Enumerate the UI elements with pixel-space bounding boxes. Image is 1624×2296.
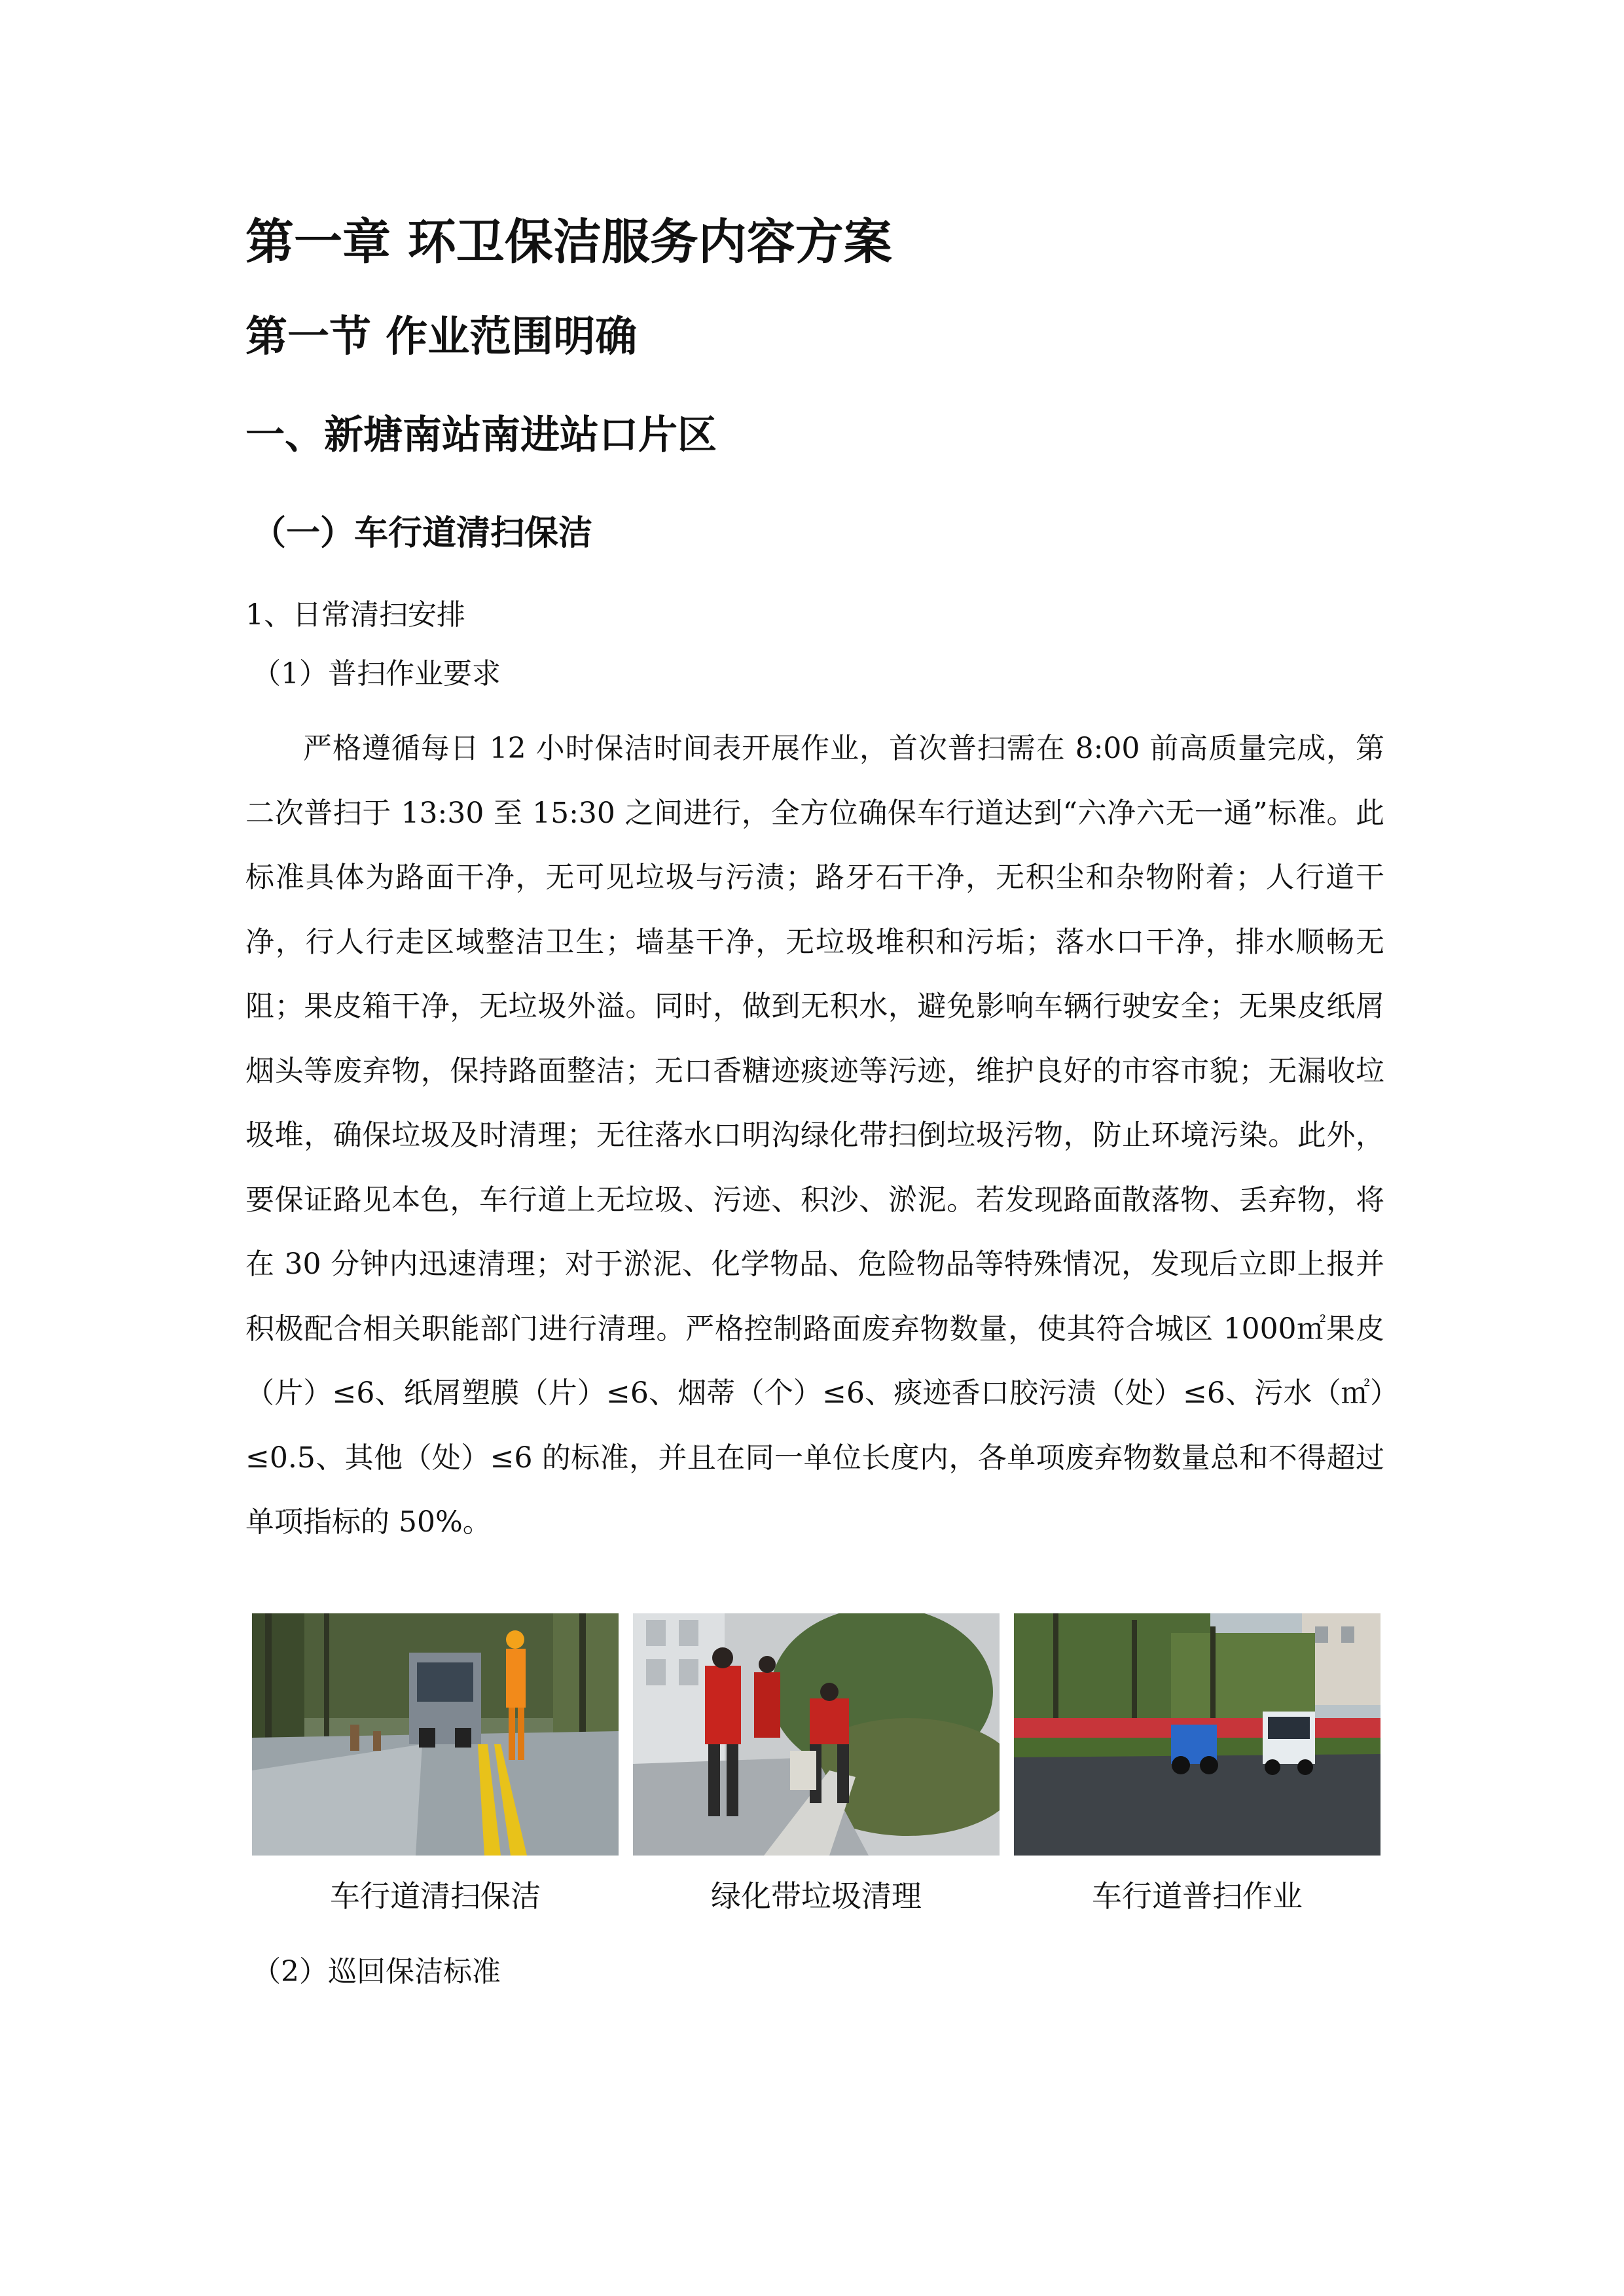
photo-caption: 车行道普扫作业 <box>1092 1878 1303 1914</box>
photo-caption: 车行道清扫保洁 <box>330 1878 541 1914</box>
greenbelt-cleanup-illustration <box>633 1613 1000 1856</box>
body-paragraph: 严格遵循每日 12 小时保洁时间表开展作业，首次普扫需在 8:00 前高质量完成，第二次普扫于 13:30 至 15:30 之间进行，全方位确保车行道达到“六净六无一通”标准。此标准具体为路面干净，无可见垃圾与污渍；路牙石干净，无积尘和杂物附着；人行道干净，行人行走区域整洁卫生；墙基干净，无垃圾堆积和污垢；落水口干净，排水顺畅无阻；果皮箱干净，无垃圾外溢。同时，做到无积水，避免影响车辆行驶安全；无果皮纸屑烟头等废弃物，保持路面整洁；无口香糖迹痰迹等污迹，维护良好的市容市貌；无漏收垃圾堆，确保垃圾及时清理；无往落水口明沟绿化带扫倒垃圾污物，防止环境污染。此外，要保证路见本色，车行道上无垃圾、污迹、积沙、淤泥。若发现路面散落物、丢弃物，将在 30 分钟内迅速清理；对于淤泥、化学物品、危险物品等特殊情况，发现后立即上报并积极配合相关职能部门进行清理。严格控制路面废弃物数量，使其符合城区 1000㎡果皮（片）≤6、纸屑塑膜（片）≤6、烟蒂（个）≤6、痰迹香口胶污渍（处）≤6、污水（㎡）≤0.5、其他（处）≤6 的标准，并且在同一单位长度内，各单项废弃物数量总和不得超过单项指标的 50%。 <box>245 732 1384 1539</box>
item-title: 1、日常清扫安排 <box>245 598 465 632</box>
road-cleaning-photo <box>252 1613 619 1856</box>
greenbelt-cleanup-photo <box>633 1613 1000 1856</box>
road-cleaning-illustration <box>252 1613 619 1856</box>
photo-caption: 绿化带垃圾清理 <box>711 1878 922 1914</box>
road-sweeping-photo <box>1014 1613 1380 1856</box>
subsection-title: （一）车行道清扫保洁 <box>252 513 593 553</box>
chapter-title: 第一章 环卫保洁服务内容方案 <box>245 214 892 270</box>
area-title: 一、新塘南站南进站口片区 <box>245 412 717 458</box>
section-title: 第一节 作业范围明确 <box>245 313 638 361</box>
subitem-2-title: （2）巡回保洁标准 <box>252 1955 501 1988</box>
subitem-1-title: （1）普扫作业要求 <box>252 657 501 691</box>
road-sweeping-illustration <box>1014 1613 1380 1856</box>
